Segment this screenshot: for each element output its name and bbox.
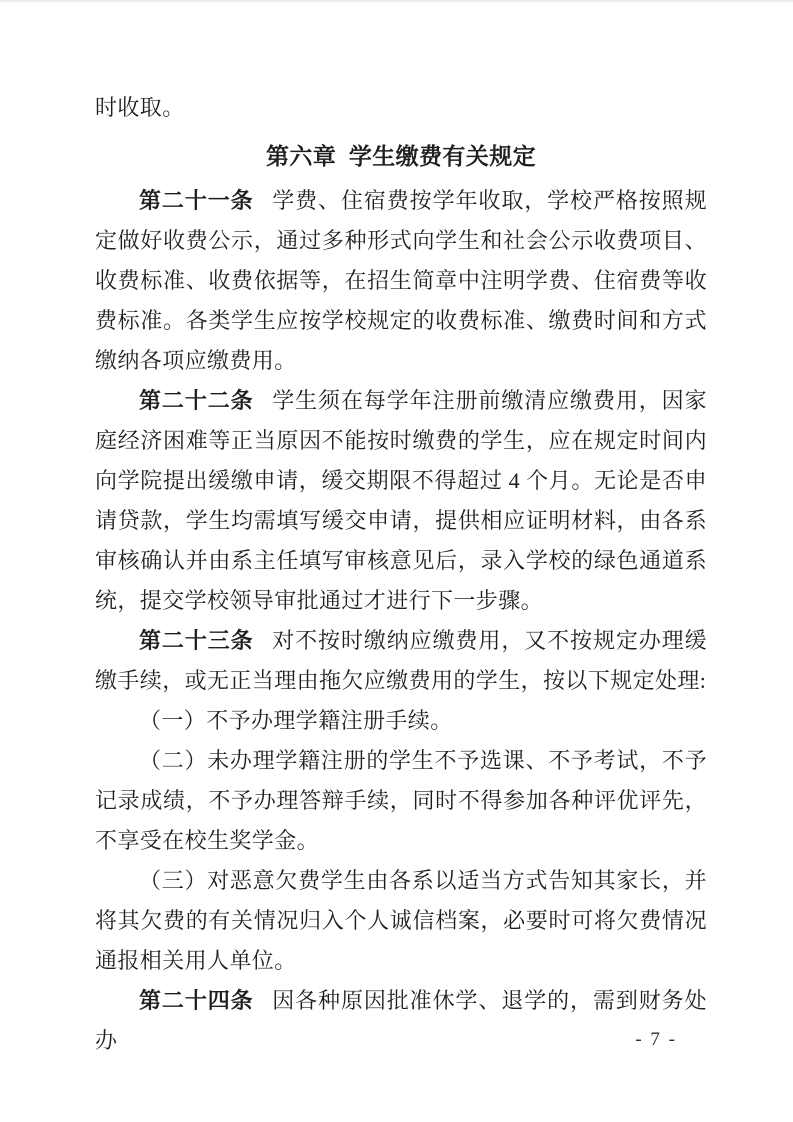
article-23-label: 第二十三条 — [139, 628, 254, 653]
clause-1 — [95, 701, 707, 741]
article-22 — [95, 381, 707, 621]
article-21 — [95, 181, 707, 381]
article-22-label: 第二十二条 — [139, 388, 254, 413]
chapter-title: 学生缴费有关规定 — [348, 143, 537, 169]
scan-edge-artifact — [0, 0, 793, 2]
article-22-text: 学生须在每学年注册前缴清应缴费用，因家庭经济困难等正当原因不能按时缴费的学生，应在规定时间内向学院提出缓缴申请，缓交期限不得超过 4 个月。无论是否申请贷款，学生均需填写缓交申请，提供相应证明材料，由各系审核确认并由系主任填写审核意见后，录入学校的绿色通道系统，提交学校领导审批通过才进行下一步骤。 — [95, 388, 707, 613]
article-21-text: 学费、住宿费按学年收取，学校严格按照规定做好收费公示，通过多种形式向学生和社会公示收费项目、收费标准、收费依据等，在招生简章中注明学费、住宿费等收费标准。各类学生应按学校规定的收费标准、缴费时间和方式缴纳各项应缴费用。 — [95, 188, 707, 373]
article-24 — [95, 981, 707, 1061]
article-24-label: 第二十四条 — [139, 988, 254, 1013]
clause-2 — [95, 741, 707, 861]
clause-3-text: （三）对恶意欠费学生由各系以适当方式告知其家长，并将其欠费的有关情况归入个人诚信档案，必要时可将欠费情况通报相关用人单位。 — [95, 868, 707, 973]
continuation-text: 时收取。 — [95, 95, 185, 120]
article-21-label: 第二十一条 — [139, 188, 254, 213]
page-number: - 7 - — [635, 1029, 677, 1050]
chapter-number: 第六章 — [265, 143, 337, 169]
article-24-text: 因各种原因批准休学、退学的，需到财务处办 — [95, 988, 707, 1053]
clause-3 — [95, 861, 707, 981]
chapter-heading — [95, 136, 707, 176]
document-body — [95, 88, 707, 1061]
article-23 — [95, 621, 707, 701]
article-23-text: 对不按时缴纳应缴费用，又不按规定办理缓缴手续，或无正当理由拖欠应缴费用的学生，按以下规定处理: — [95, 628, 707, 693]
clause-1-text: （一）不予办理学籍注册手续。 — [139, 708, 453, 733]
clause-2-text: （二）未办理学籍注册的学生不予选课、不予考试，不予记录成绩，不予办理答辩手续，同时不得参加各种评优评先，不享受在校生奖学金。 — [95, 748, 707, 853]
